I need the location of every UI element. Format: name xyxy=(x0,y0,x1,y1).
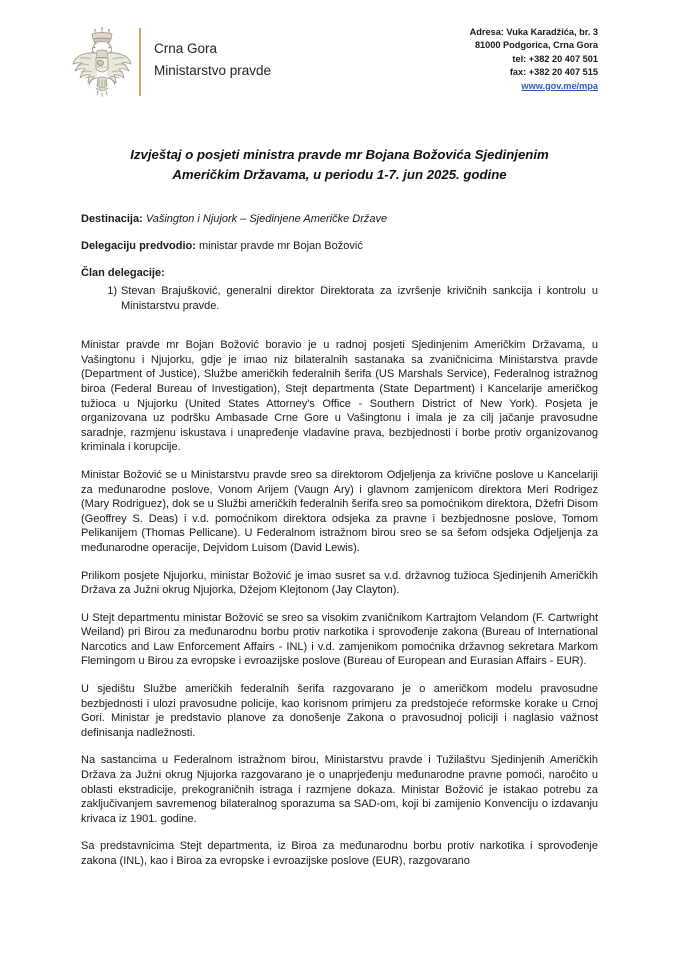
delegation-lead-value: ministar pravde mr Bojan Božović xyxy=(198,240,363,252)
delegation-member-heading: Član delegacije: xyxy=(81,267,165,279)
address-fax: fax: +382 20 407 515 xyxy=(509,67,598,78)
contact-address-block xyxy=(470,22,598,93)
address-city: 81000 Podgorica, Crna Gora xyxy=(474,40,598,51)
ministry-name: Ministarstvo pravde xyxy=(154,63,272,78)
delegation-lead-label: Delegaciju predvodio: xyxy=(81,240,196,252)
paragraph: U Stejt departmentu ministar Božović se sreo sa visokim zvaničnikom Kartrajtom Velandom (F. Cartwright Weiland) pri Birou za međunarodnu borbu protiv narkotika i sprovođenje zakona (Bureau of International Narcotics and Law Enforcement Affairs - INL) i v.d. zamjenikom pomoćnika državnog sekretara Markom Flemingom u Birou za evropske i evroazijske poslove (Bureau of European and Eurasian Affairs - EUR). xyxy=(81,611,598,668)
paragraph: Sa predstavnicima Stejt departmenta, iz Biroa za međunarodnu borbu protiv narkotika i sprovođenje zakona (INL), kao i Biroa za evropske i evroazijske poslove (EUR), razgovarano xyxy=(81,840,598,867)
paragraph: U sjedištu Službe američkih federalnih šerifa razgovarano je o američkom modelu pravosudne bezbjednosti i ulozi pravosudne policije, kao korisnom primjeru za predstojeće reformske korake u Crnoj Gori. Ministar je predstavio planove za donošenje Zakona o pravosudnoj policiji i naglasio važnost definisanja nadležnosti. xyxy=(81,683,598,739)
paragraph: Prilikom posjete Njujorku, ministar Božović je imao susret sa v.d. državnog tužioca Sjedinjenih Američkih Država za Južni okrug Njujorka, Džejom Klejtonom (Jay Clayton). xyxy=(81,569,598,597)
ministry-name-block xyxy=(141,18,271,102)
destination-label: Destinacija: xyxy=(81,213,143,225)
address-street: Adresa: Vuka Karadžića, br. 3 xyxy=(469,27,598,37)
page-title-line-2: Američkim Državama, u periodu 1-7. jun 2025. godine xyxy=(172,166,507,182)
paragraph: Ministar pravde mr Bojan Božović boravio je u radnoj posjeti Sjedinjenim Američkim Državama, u Vašingtonu i Njujorku, gdje je imao niz bilateralnih sastanaka sa zvaničnicima Ministarstva pravde (Department of Justice), Službe američkih federalnih šerifa (US Marshals Service), Federalnog istražnog biroa (Federal Bureau of Investigation), Stejt departmenta (State Department) i Kancelarije američkog tužioca u Njujorku (United States Attorney's Office - Southern District of New York). Posjeta je organizovana uz podršku Ambasade Crne Gore u Vašingtonu i imala je za cilj jačanje pravosudne saradnje, razmjenu iskustava i unapređenje vladavine prava, bezbjednosti i borbe protiv organizovanog kriminala i korupcije. xyxy=(81,339,598,454)
page-title-line-1: Izvještaj o posjeti ministra pravde mr Bojana Božovića Sjedinjenim xyxy=(130,147,549,162)
montenegro-coat-of-arms-icon xyxy=(68,22,136,102)
address-telephone: tel: +382 20 407 501 xyxy=(512,53,598,64)
document-header xyxy=(0,0,679,102)
ministry-website-link[interactable]: www.gov.me/mpa xyxy=(521,80,598,91)
destination-value: Vašington i Njujork – Sjedinjene Američke Države xyxy=(145,213,388,225)
paragraph: Ministar Božović se u Ministarstvu pravde sreo sa direktorom Odjeljenja za krivične poslove u Kancelariji za međunarodne poslove, Vonom Arijem (Vaugn Ary) i glavnom zamjenicom direktora Meri Rodrigez (Mary Rodriguez), dok se u Službi američkih federalnih šerifa sreo sa pomoćnikom direktora, Džefri Disom (Geoffrey S. Deas) i v.d. pomoćnikom direktora odsjeka za pravne i bezbjednosne poslove, Tomom Pelikanijem (Thomas Pellicane). U Federalnom istražnom birou sreo se sa šefom odsjeka Odjeljenja za međunarodne operacije, Dejvidom Luisom (David Lewis). xyxy=(81,468,598,554)
document-body xyxy=(0,145,679,869)
visit-metadata xyxy=(81,212,598,313)
list-item: Stevan Brajušković, generalni direktor Direktorata za izvršenje krivičnih sankcija i kontrolu u Ministarstvu pravde. xyxy=(121,285,598,312)
country-name: Crna Gora xyxy=(154,41,218,56)
delegation-lead-row xyxy=(81,239,598,254)
page-title xyxy=(81,145,598,184)
paragraph: Na sastancima u Federalnom istražnom birou, Ministarstvu pravde i Tužilaštvu Sjedinjenih Američkih Država za Južni okrug Njujorka razgovarano je o unaprjeđenju međunarodne pravne pomoći, naročito u oblasti ekstradicije, prekograničnih istraga i razmjene dokaza. Ministar Božović je istakao potrebu za zaključivanjem savremenog bilateralnog sporazuma sa SAD-om, koji bi zamijenio Konvenciju o izdavanju krivaca iz 1901. godine. xyxy=(81,754,598,825)
ministry-branding xyxy=(68,22,271,102)
destination-row xyxy=(81,212,598,227)
delegation-member-list xyxy=(81,284,598,313)
report-paragraphs xyxy=(81,338,598,868)
